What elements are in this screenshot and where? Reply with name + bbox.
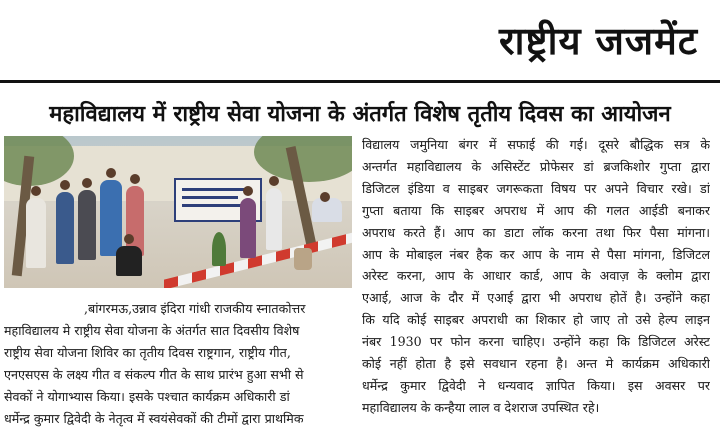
article-line: सेवकों ने योगाभ्यास किया। इसके पश्चात कार्यक्रम अधिकारी डां	[4, 388, 290, 404]
photo-painted-curb	[164, 232, 352, 288]
article-line: विद्यालय जमुनिया बंगर में सफाई की गई। दूसरे बौद्धिक सत्र के	[362, 137, 710, 152]
article-line: डिजिटल इंडिया व साइबर जगरूकता विषय पर अपने विचार रखे। डां	[362, 180, 710, 196]
photo-plant	[212, 232, 226, 266]
photo-student	[116, 246, 142, 276]
photo-student	[26, 198, 46, 268]
photo-student	[56, 192, 74, 264]
photo-student	[78, 190, 96, 260]
article-line: अपराध करते हैं। आप का डाटा लॉक करना तथा फिर पैसा मांगना।	[362, 224, 710, 240]
article-photo	[4, 136, 352, 288]
article-line: कोई नहीं होता है इसे सवधान रहना है। अन्त मे कार्यक्रम अधिकारी	[362, 356, 710, 372]
article-line: नंबर 1930 पर फोन करना चाहिए। उन्होंने कहा कि डिजिटल अरेस्ट	[362, 334, 710, 350]
article-line: राष्ट्रीय सेवा योजना शिविर का तृतीय दिवस राष्ट्रगान, राष्ट्रीय गीत,	[4, 344, 291, 360]
photo-student	[240, 198, 256, 258]
article-line: एनएसएस के लक्ष्य गीत व संकल्प गीत के साथ प्रारंभ हुआ सभी से	[4, 366, 304, 382]
article-line: कि यदि कोई साइबर अपराधी का शिकार हो जाए तो उसे हेल्प लाइन	[362, 312, 710, 328]
masthead-rule	[0, 80, 720, 83]
article-column-left	[4, 298, 352, 429]
article-line: धर्मेन्द्र कुमार द्विवेदी के नेतृत्व में स्वयंसेवकों की टीमों द्वारा प्राथमिक	[4, 410, 304, 426]
article-line: महाविद्यालय मे राष्ट्रीय सेवा योजना के अंतर्गत सात दिवसीय विशेष	[4, 322, 300, 338]
article-line: एआई, आज के दौर में एआई द्वारा भी अपराध होतें है। उन्होंने कहा	[362, 290, 710, 306]
article-line: गुप्ता बताया कि साइबर अपराध में आप की गलत आईडी बनाकर	[362, 202, 710, 218]
article-column-right	[362, 134, 710, 419]
article-line: धर्मेन्द्र कुमार द्विवेदी ने धन्यवाद ज्ञापित किया। इस अवसर पर	[362, 377, 710, 393]
newspaper-masthead: राष्ट्रीय जजमेंट	[499, 19, 698, 63]
photo-plant	[294, 248, 312, 270]
article-line: आप के मोबाइल नंबर हैक कर आप के नाम से पैसा मांगना, डिजिटल	[362, 246, 710, 262]
article-line: अन्तर्गत महाविद्यालय के असिस्टेंट प्रोफेसर डां ब्रजकिशोर गुप्ता द्वारा	[362, 158, 710, 174]
article-headline: महाविद्यालय में राष्ट्रीय सेवा योजना के अंतर्गत विशेष तृतीय दिवस का आयोजन	[49, 102, 671, 127]
article-line: अरेस्ट करना, आप के आधार कार्ड, आप के अवाज़ के क्लोम द्वारा	[362, 268, 710, 284]
photo-student	[266, 188, 282, 250]
article-line: महाविद्यालय के कन्हैया लाल व देशराज उपस्थित रहे।	[362, 399, 600, 415]
photo-student	[312, 198, 342, 222]
article-line: ,बांगरमऊ,उन्नाव इंदिरा गांधी राजकीय स्नातकोत्तर	[84, 301, 306, 316]
photo-student	[100, 180, 122, 256]
